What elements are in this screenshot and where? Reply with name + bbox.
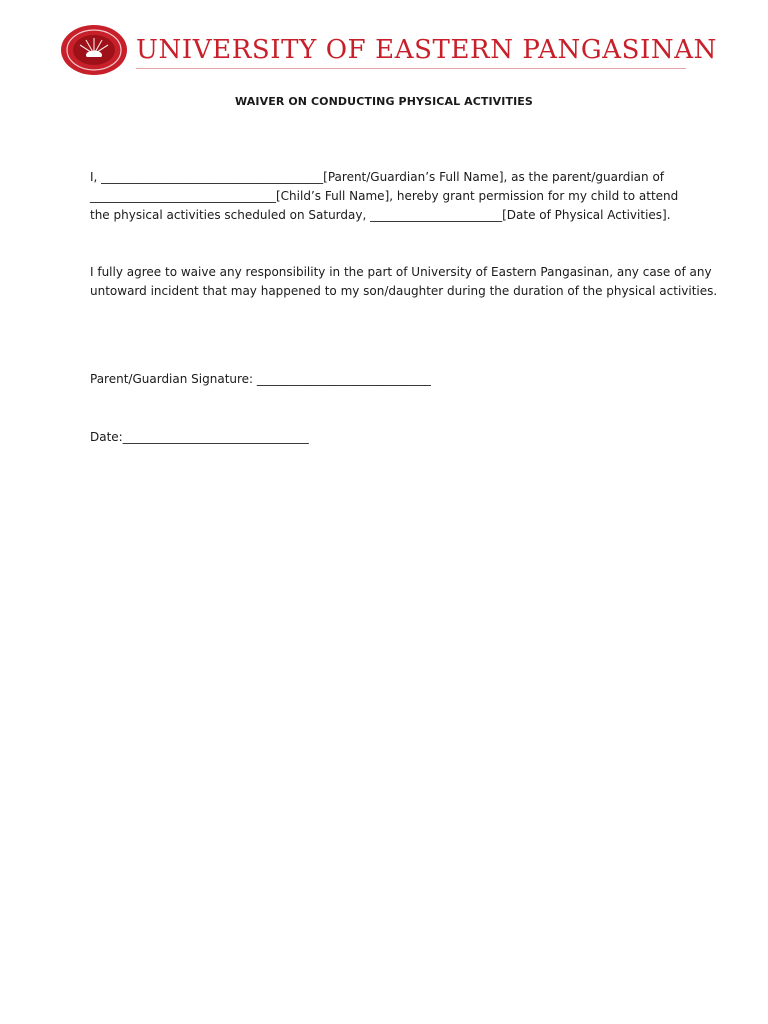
university-seal-icon <box>60 24 128 76</box>
permission-line-2: _______________________________[Child’s Full Name], hereby grant permission for my child to attend <box>90 189 679 203</box>
waiver-paragraph <box>90 263 718 301</box>
signature-line: Parent/Guardian Signature: _____________________________ <box>90 372 431 386</box>
waiver-line-1: I fully agree to waive any responsibility in the part of University of Eastern Pangasinan, any case of any <box>90 265 712 279</box>
date-line: Date:_______________________________ <box>90 430 309 444</box>
document-title: WAIVER ON CONDUCTING PHYSICAL ACTIVITIES <box>235 95 533 108</box>
waiver-line-2: untoward incident that may happened to my son/daughter during the duration of the physical activities. <box>90 284 718 298</box>
header-divider <box>136 68 686 69</box>
university-name: UNIVERSITY OF EASTERN PANGASINAN <box>136 35 717 65</box>
permission-line-1: I, _____________________________________[Parent/Guardian’s Full Name], as the parent/guardian of <box>90 170 665 184</box>
document-header <box>60 24 717 78</box>
permission-line-3: the physical activities scheduled on Saturday, ______________________[Date of Physical Activities]. <box>90 208 671 222</box>
permission-paragraph <box>90 168 690 225</box>
